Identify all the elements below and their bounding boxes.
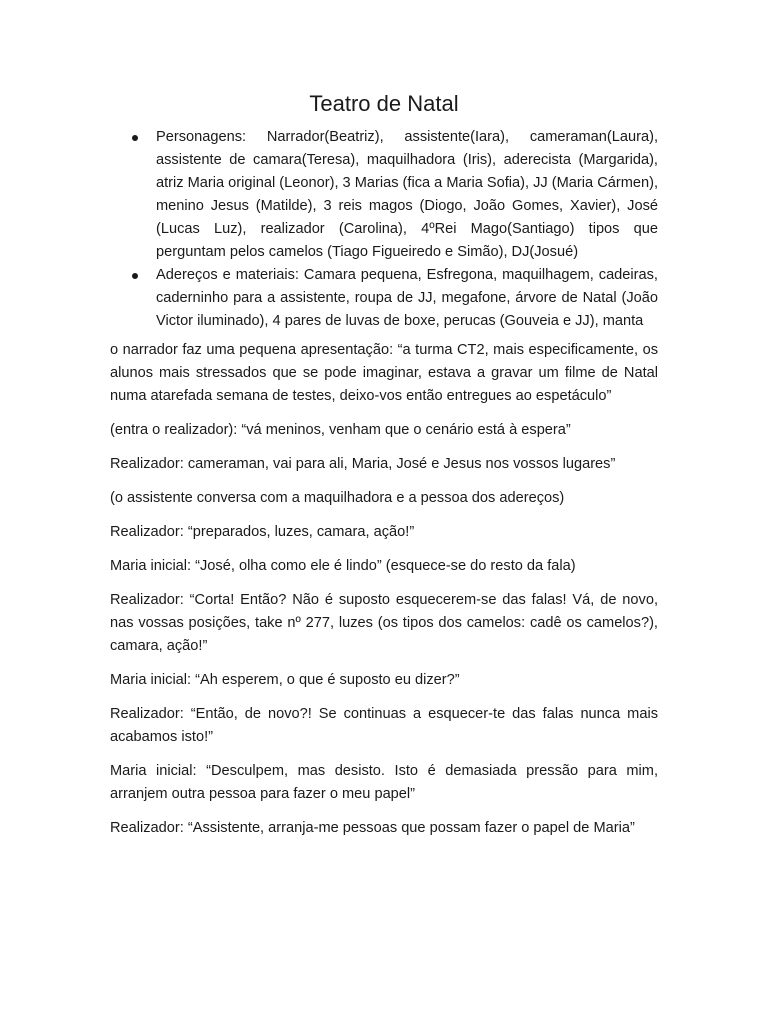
paragraph: Maria inicial: “Ah esperem, o que é suposto eu dizer?”: [110, 672, 460, 688]
paragraph: o narrador faz uma pequena apresentação: “a turma CT2, mais especificamente, os alunos mais stressados que se pode imaginar, estava a gravar um filme de Natal numa atarefada semana de testes, deixo-vos então entregues ao espetáculo”: [110, 342, 658, 404]
bullet-item-props: [156, 264, 658, 333]
bullet-item-characters: [156, 126, 658, 264]
bullet-text: Adereços e materiais: Camara pequena, Esfregona, maquilhagem, cadeiras, caderninho para a assistente, roupa de JJ, megafone, árvore de Natal (João Victor iluminado), 4 pares de luvas de boxe, perucas (Gouveia e JJ), manta: [156, 267, 658, 329]
paragraph: Realizador: “Assistente, arranja-me pessoas que possam fazer o papel de Maria”: [110, 820, 635, 836]
paragraph: (entra o realizador): “vá meninos, venham que o cenário está à espera”: [110, 422, 571, 438]
paragraph: Realizador: “preparados, luzes, camara, ação!”: [110, 524, 415, 540]
bullet-list: [110, 126, 658, 333]
paragraph: Maria inicial: “José, olha como ele é lindo” (esquece-se do resto da fala): [110, 558, 576, 574]
paragraph: Realizador: “Então, de novo?! Se continuas a esquecer-te das falas nunca mais acabamos isto!”: [110, 706, 658, 745]
bullet-text: Personagens: Narrador(Beatriz), assistente(Iara), cameraman(Laura), assistente de camara(Teresa), maquilhadora (Iris), aderecista (Margarida), atriz Maria original (Leonor), 3 Marias (fica a Maria Sofia), JJ (Maria Cármen), menino Jesus (Matilde), 3 reis magos (Diogo, João Gomes, Xavier), José (Lucas Luz), realizador (Carolina), 4ºRei Mago(Santiago) tipos que perguntam pelos camelos (Tiago Figueiredo e Simão), DJ(Josué): [156, 129, 659, 260]
paragraph: Maria inicial: “Desculpem, mas desisto. Isto é demasiada pressão para mim, arranjem outra pessoa para fazer o meu papel”: [110, 763, 658, 802]
paragraph: Realizador: “Corta! Então? Não é suposto esquecerem-se das falas! Vá, de novo, nas vossas posições, take nº 277, luzes (os tipos dos camelos: cadê os camelos?), camara, ação!”: [110, 592, 658, 654]
document-page: [110, 88, 658, 851]
paragraph: Realizador: cameraman, vai para ali, Maria, José e Jesus nos vossos lugares”: [110, 456, 616, 472]
paragraph: (o assistente conversa com a maquilhadora e a pessoa dos adereços): [110, 490, 565, 506]
bullet-icon: [132, 273, 138, 279]
bullet-icon: [132, 135, 138, 141]
document-title: Teatro de Natal: [309, 91, 459, 116]
